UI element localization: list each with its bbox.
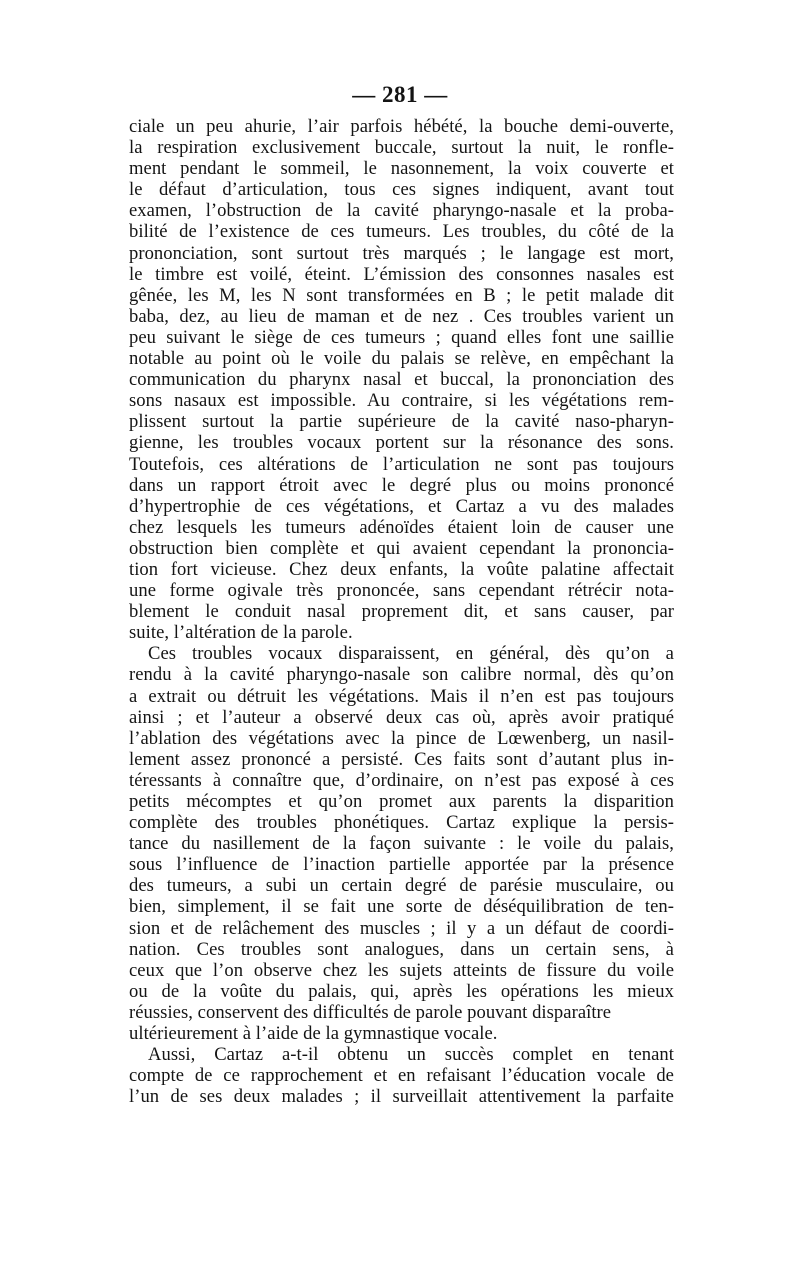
text-line: rendu à la cavité pharyngo-nasale son calibre normal, dès qu’on — [129, 664, 674, 686]
text-line: ou de la voûte du palais, qui, après les opérations les mieux — [129, 980, 674, 1002]
text-line: a extrait ou détruit les végétations. Mais il n’en est pas toujours — [129, 685, 674, 707]
text-line: complète des troubles phonétiques. Cartaz explique la persis- — [129, 812, 674, 834]
text-line: Ces troubles vocaux disparaissent, en général, dès qu’on a — [148, 643, 674, 665]
text-line: tion fort vicieuse. Chez deux enfants, la voûte palatine affectait — [129, 558, 674, 580]
text-line: blement le conduit nasal proprement dit, et sans causer, par — [129, 601, 674, 623]
text-line: lement assez prononcé a persisté. Ces faits sont d’autant plus in- — [129, 748, 674, 770]
text-line: prononciation, sont surtout très marqués ; le langage est mort, — [129, 242, 674, 264]
text-line: d’hypertrophie de ces végétations, et Cartaz a vu des malades — [129, 495, 674, 517]
text-line: sons nasaux est impossible. Au contraire, si les végétations rem- — [129, 390, 674, 412]
text-line: ciale un peu ahurie, l’air parfois hébété, la bouche demi-ouverte, — [129, 116, 674, 137]
text-line: obstruction bien complète et qui avaient cependant la prononcia- — [129, 537, 674, 559]
text-line: communication du pharynx nasal et buccal, la prononciation des — [129, 369, 674, 391]
text-line: gênée, les M, les N sont transformées en B ; le petit malade dit — [129, 284, 674, 306]
text-line: petits mécomptes et qu’on promet aux parents la disparition — [129, 791, 674, 812]
text-line: compte de ce rapprochement et en refaisant l’éducation vocale de — [129, 1065, 674, 1087]
text-line: Aussi, Cartaz a-t-il obtenu un succès complet en tenant — [148, 1044, 674, 1066]
text-line: le timbre est voilé, éteint. L’émission des consonnes nasales est — [129, 263, 674, 285]
text-line: l’un de ses deux malades ; il surveillait attentivement la parfaite — [129, 1086, 674, 1108]
text-line: tance du nasillement de la façon suivante : le voile du palais, — [129, 833, 674, 855]
text-line: des tumeurs, a subi un certain degré de parésie musculaire, ou — [129, 875, 674, 897]
text-line: sion et de relâchement des muscles ; il y a un défaut de coordi- — [129, 917, 674, 939]
text-line: notable au point où le voile du palais se relève, en empêchant la — [129, 348, 674, 370]
text-line: réussies, conservent des difficultés de parole pouvant disparaître — [129, 1001, 612, 1023]
text-line: dans un rapport étroit avec le degré plus ou moins prononcé — [129, 474, 674, 496]
text-line: téressants à connaître que, d’ordinaire, on n’est pas exposé à ces — [129, 769, 674, 791]
text-line: suite, l’altération de la parole. — [129, 622, 353, 644]
text-line: le défaut d’articulation, tous ces signes indiquent, avant tout — [129, 179, 674, 201]
text-line: ainsi ; et l’auteur a observé deux cas où, après avoir pratiqué — [129, 706, 674, 728]
text-line: Toutefois, ces altérations de l’articulation ne sont pas toujours — [129, 453, 674, 475]
text-line: une forme ogivale très prononcée, sans cependant rétrécir nota- — [129, 580, 674, 602]
text-line: gienne, les troubles vocaux portent sur la résonance des sons. — [129, 432, 674, 454]
text-line: ment pendant le sommeil, le nasonnement, la voix couverte et — [129, 158, 674, 180]
text-line: baba, dez, au lieu de maman et de nez . Ces troubles varient un — [129, 305, 674, 327]
text-line: ultérieurement à l’aide de la gymnastique vocale. — [129, 1023, 498, 1045]
body-text — [129, 116, 674, 1107]
text-line: l’ablation des végétations avec la pince de Lœwenberg, un nasil- — [129, 727, 674, 749]
text-line: examen, l’obstruction de la cavité pharyngo-nasale et la proba- — [129, 200, 674, 222]
text-line: nation. Ces troubles sont analogues, dans un certain sens, à — [129, 938, 674, 960]
text-line: ceux que l’on observe chez les sujets atteints de fissure du voile — [129, 959, 674, 981]
text-line: bien, simplement, il se fait une sorte de déséquilibration de ten- — [129, 896, 674, 918]
text-line: peu suivant le siège de ces tumeurs ; quand elles font une saillie — [129, 326, 674, 348]
text-line: la respiration exclusivement buccale, surtout la nuit, le ronfle- — [129, 137, 674, 159]
text-line: bilité de l’existence de ces tumeurs. Les troubles, du côté de la — [129, 221, 674, 243]
text-line: chez lesquels les tumeurs adénoïdes étaient loin de causer une — [129, 516, 674, 538]
page-number: — 281 — — [352, 82, 448, 107]
text-line: sous l’influence de l’inaction partielle apportée par la présence — [129, 854, 674, 876]
text-line: plissent surtout la partie supérieure de la cavité naso-pharyn- — [129, 411, 674, 433]
